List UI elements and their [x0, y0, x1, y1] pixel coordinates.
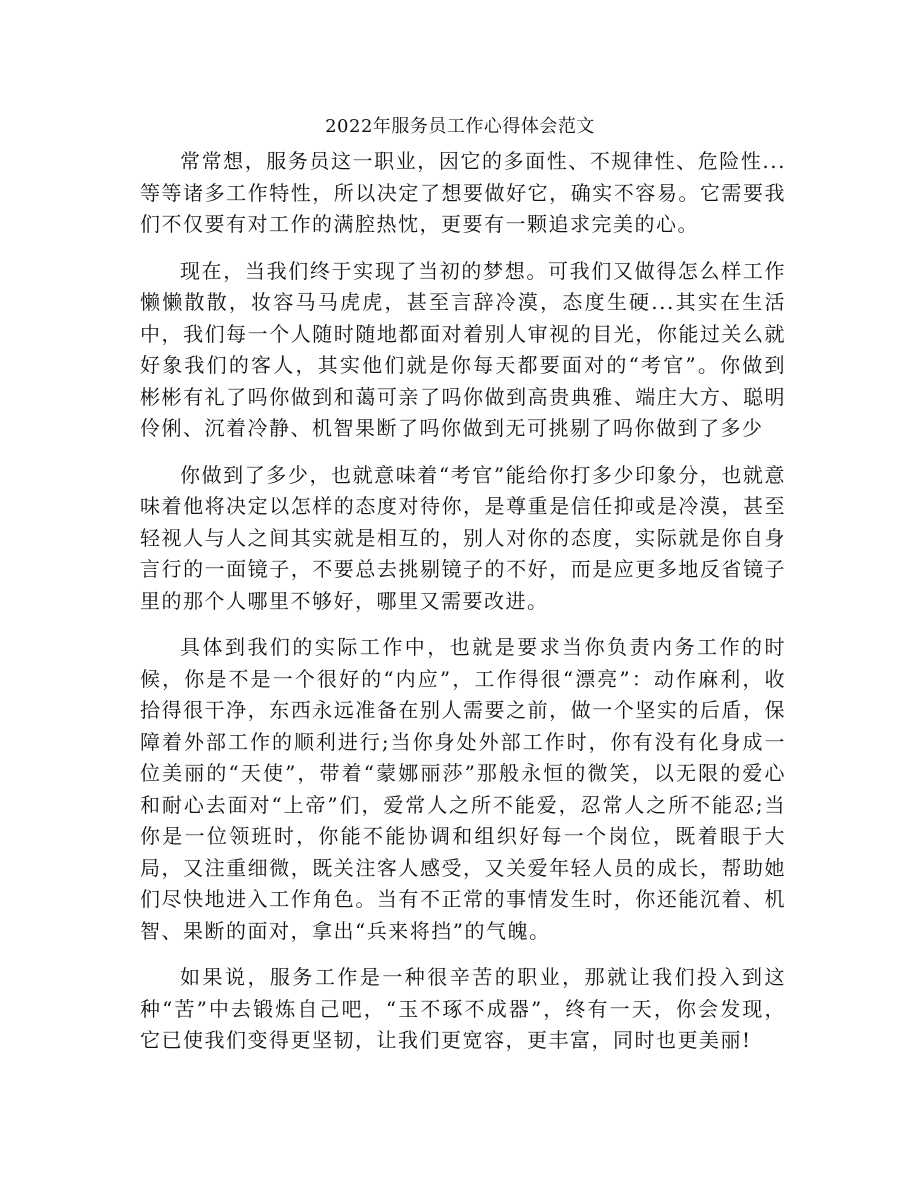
- paragraph-2: 现在，当我们终于实现了当初的梦想。可我们又做得怎么样工作懒懒散散，妆容马马虎虎，甚至言辞冷漠，态度生硬...其实在生活中，我们每一个人随时随地都面对着别人审视的目光，你能过关么就好象我们的客人，其实他们就是你每天都要面对的“考官”。你做到彬彬有礼了吗你做到和蔼可亲了吗你做到高贵典雅、端庄大方、聪明伶俐、沉着冷静、机智果断了吗你做到无可挑剔了吗你做到了多少: [140, 258, 786, 440]
- paragraph-3: 你做到了多少，也就意味着“考官”能给你打多少印象分，也就意味着他将决定以怎样的态度对待你，是尊重是信任抑或是冷漠，甚至轻视人与人之间其实就是相互的，别人对你的态度，实际就是你自身言行的一面镜子，不要总去挑剔镜子的不好，而是应更多地反省镜子里的那个人哪里不够好，哪里又需要改进。: [140, 462, 786, 613]
- paragraph-4: 具体到我们的实际工作中，也就是要求当你负责内务工作的时候，你是不是一个很好的“内应”，工作得很“漂亮”：动作麻利，收拾得很干净，东西永远准备在别人需要之前，做一个坚实的后盾，保障着外部工作的顺利进行;当你身处外部工作时，你有没有化身成一位美丽的“天使”，带着“蒙娜丽莎”那般永恒的微笑，以无限的爱心和耐心去面对“上帝”们，爱常人之所不能爱，忍常人之所不能忍;当你是一位领班时，你能不能协调和组织好每一个岗位，既着眼于大局，又注重细微，既关注客人感受，又关爱年轻人员的成长，帮助她们尽快地进入工作角色。当有不正常的事情发生时，你还能沉着、机智、果断的面对，拿出“兵来将挡”的气魄。: [140, 635, 786, 943]
- paragraph-5: 如果说，服务工作是一种很辛苦的职业，那就让我们投入到这种“苦”中去锻炼自己吧，“玉不琢不成器”，终有一天，你会发现，它已使我们变得更坚韧，让我们更宽容，更丰富，同时也更美丽!: [140, 965, 786, 1052]
- document-title: 2022年服务员工作心得体会范文: [325, 116, 595, 137]
- document-body: [140, 146, 786, 1072]
- paragraph-1: 常常想，服务员这一职业，因它的多面性、不规律性、危险性...等等诸多工作特性，所以决定了想要做好它，确实不容易。它需要我们不仅要有对工作的满腔热忱，更要有一颗追求完美的心。: [140, 149, 786, 236]
